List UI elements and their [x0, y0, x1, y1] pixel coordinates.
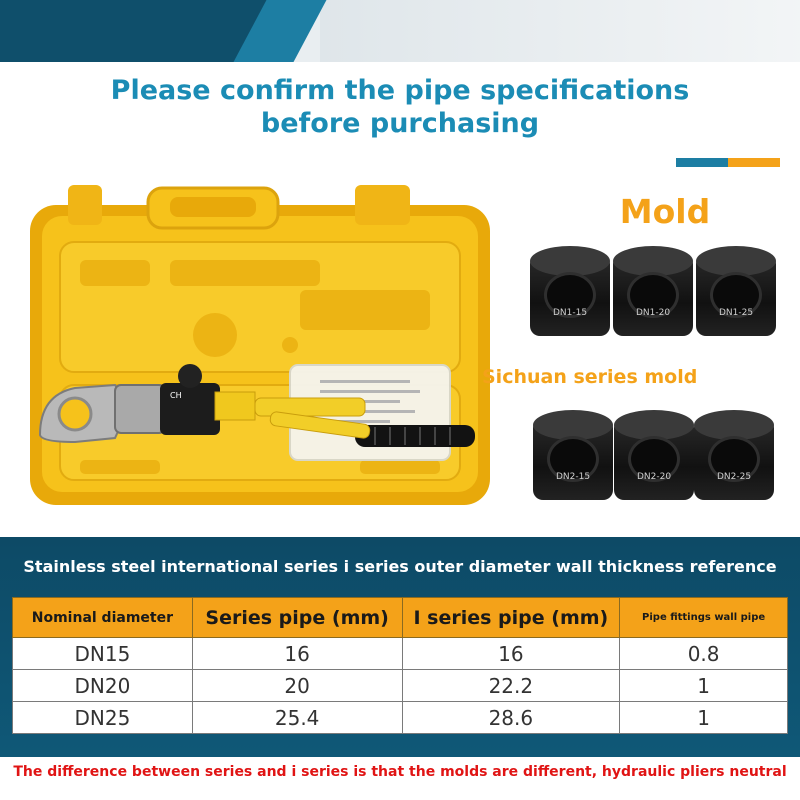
mold-dn2-20: [614, 410, 694, 500]
table-cell: DN15: [13, 638, 193, 670]
accent-line-orange: [728, 158, 780, 167]
accent-line-blue: [676, 158, 728, 167]
sichuan-series-heading: Sichuan series mold: [482, 366, 698, 388]
top-decoration-banner: [0, 0, 800, 62]
spec-table: [12, 597, 788, 734]
table-cell: DN20: [13, 670, 193, 702]
header-series-pipe: Series pipe (mm): [192, 598, 402, 638]
mold-label: DN1-15: [552, 308, 588, 318]
table-cell: 1: [620, 702, 788, 734]
header-nominal-diameter: Nominal diameter: [13, 598, 193, 638]
table-caption: Stainless steel international series i series outer diameter wall thickness reference: [23, 557, 777, 576]
mold-heading: Mold: [619, 192, 711, 231]
table-cell: 16: [192, 638, 402, 670]
mold-label: DN2-20: [636, 472, 672, 482]
header-fittings-wall: Pipe fittings wall pipe: [620, 598, 788, 638]
table-cell: 25.4: [192, 702, 402, 734]
mold-dn2-15: [533, 410, 613, 500]
table-row: [13, 702, 788, 734]
table-cell: 20: [192, 670, 402, 702]
mold-dn1-15: [530, 246, 610, 336]
case-tool-label: CH: [170, 391, 182, 400]
banner-light-shape: [320, 0, 800, 62]
hydraulic-tool-case-illustration: [20, 180, 500, 510]
table-cell: 22.2: [402, 670, 620, 702]
table-cell: DN25: [13, 702, 193, 734]
table-row: [13, 670, 788, 702]
mold-label: DN2-25: [716, 472, 752, 482]
page-headline: Please confirm the pipe specifications before purchasing: [110, 75, 690, 139]
mold-dn1-20: [613, 246, 693, 336]
mold-label: DN1-25: [718, 308, 754, 318]
table-cell: 0.8: [620, 638, 788, 670]
table-row: [13, 638, 788, 670]
table-header-row: [13, 598, 788, 638]
footnote-warning: The difference between series and i series is that the molds are different, hydraulic pliers neutral: [13, 764, 787, 780]
mold-label: DN1-20: [635, 308, 671, 318]
header-i-series-pipe: I series pipe (mm): [402, 598, 620, 638]
table-cell: 28.6: [402, 702, 620, 734]
mold-dn1-25: [696, 246, 776, 336]
mold-dn2-25: [694, 410, 774, 500]
table-cell: 1: [620, 670, 788, 702]
mold-label: DN2-15: [555, 472, 591, 482]
table-cell: 16: [402, 638, 620, 670]
